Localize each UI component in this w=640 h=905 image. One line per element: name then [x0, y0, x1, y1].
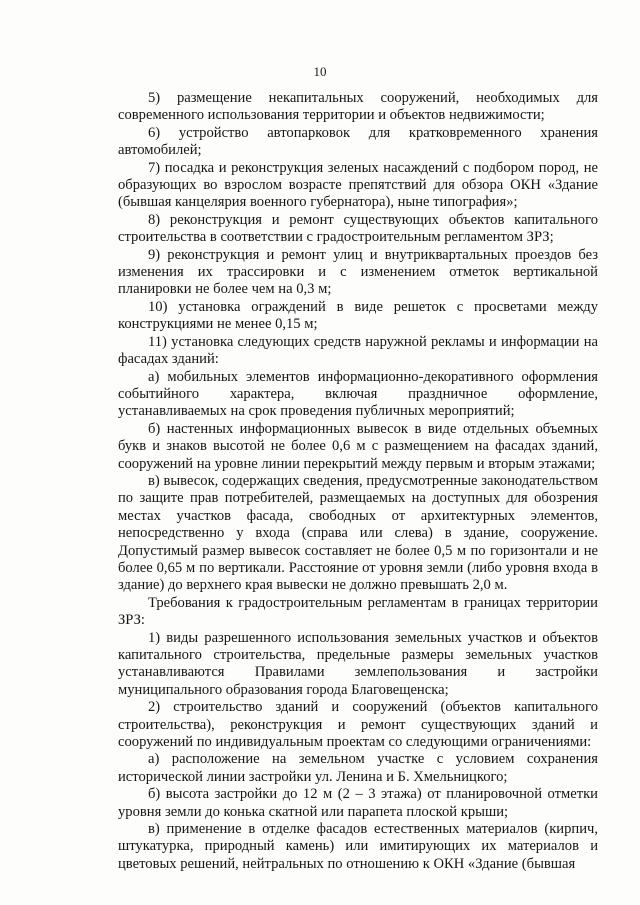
paragraph-item-5: 5) размещение некапитальных сооружений, необходимых для современного использования территории и объектов недвижимости;	[118, 90, 598, 124]
paragraph-item-6: 6) устройство автопарковок для кратковременного хранения автомобилей;	[118, 124, 598, 159]
requirement-item-2: 2) строительство зданий и сооружений (объектов капитального строительства), реконструкция и ремонт существующих зданий и сооружений по индивидуальным проектам со следующими ограничениями:	[118, 699, 598, 751]
requirement-item-1: 1) виды разрешенного использования земельных участков и объектов капитального строительства, предельные размеры земельных участков устанавливаются Правилами землепользования и застройки муниципального образования города Благовещенска;	[118, 629, 598, 698]
requirement-subitem-a: а) расположение на земельном участке с условием сохранения исторической линии застройки ул. Ленина и Б. Хмельницкого;	[118, 751, 598, 785]
paragraph-subitem-b: б) настенных информационных вывесок в виде отдельных объемных букв и знаков высотой не более 0,6 м с размещением на фасадах зданий, сооружений на уровне линии перекрытий между первым и вторым этажами;	[118, 420, 598, 472]
section-heading-requirements: Требования к градостроительным регламентам в границах территории ЗРЗ:	[118, 594, 598, 629]
paragraph-item-10: 10) установка ограждений в виде решеток с просветами между конструкциями не менее 0,15 м;	[118, 298, 598, 333]
document-body	[118, 90, 598, 873]
page-number: 10	[313, 64, 327, 79]
paragraph-item-9: 9) реконструкция и ремонт улиц и внутриквартальных проездов без изменения их трассировки и с изменением отметок вертикальной планировки не более чем на 0,3 м;	[118, 246, 598, 298]
requirement-subitem-b: б) высота застройки до 12 м (2 – 3 этажа) от планировочной отметки уровня земли до конька скатной или парапета плоской крыши;	[118, 786, 598, 820]
paragraph-item-8: 8) реконструкция и ремонт существующих объектов капитального строительства в соответствии с градостроительным регламентом ЗРЗ;	[118, 211, 598, 246]
paragraph-subitem-a: а) мобильных элементов информационно-декоративного оформления событийного характера, включая праздничное оформление, устанавливаемых на срок проведения публичных мероприятий;	[118, 368, 598, 420]
paragraph-item-11: 11) установка следующих средств наружной рекламы и информации на фасадах зданий:	[118, 333, 598, 368]
paragraph-subitem-v: в) вывесок, содержащих сведения, предусмотренные законодательством по защите прав потребителей, размещаемых на доступных для обозрения местах участков фасада, свободных от архитектурных элементов, непосредственно у входа (справа или слева) в здание, сооружение. Допустимый размер вывесок составляет не более 0,5 м по горизонтали и не более 0,65 м по вертикали. Расстояние от уровня земли (либо уровня входа в здание) до верхнего края вывески не должно превышать 2,0 м.	[118, 472, 598, 594]
paragraph-item-7: 7) посадка и реконструкция зеленых насаждений с подбором пород, не образующих во взрослом возрасте препятствий для обзора ОКН «Здание (бывшая канцелярия военного губернатора), ныне типография»;	[118, 159, 598, 211]
requirement-subitem-v: в) применение в отделке фасадов естественных материалов (кирпич, штукатурка, природный камень) или имитирующих их материалов и цветовых решений, нейтральных по отношению к ОКН «Здание (бывшая	[118, 821, 598, 872]
